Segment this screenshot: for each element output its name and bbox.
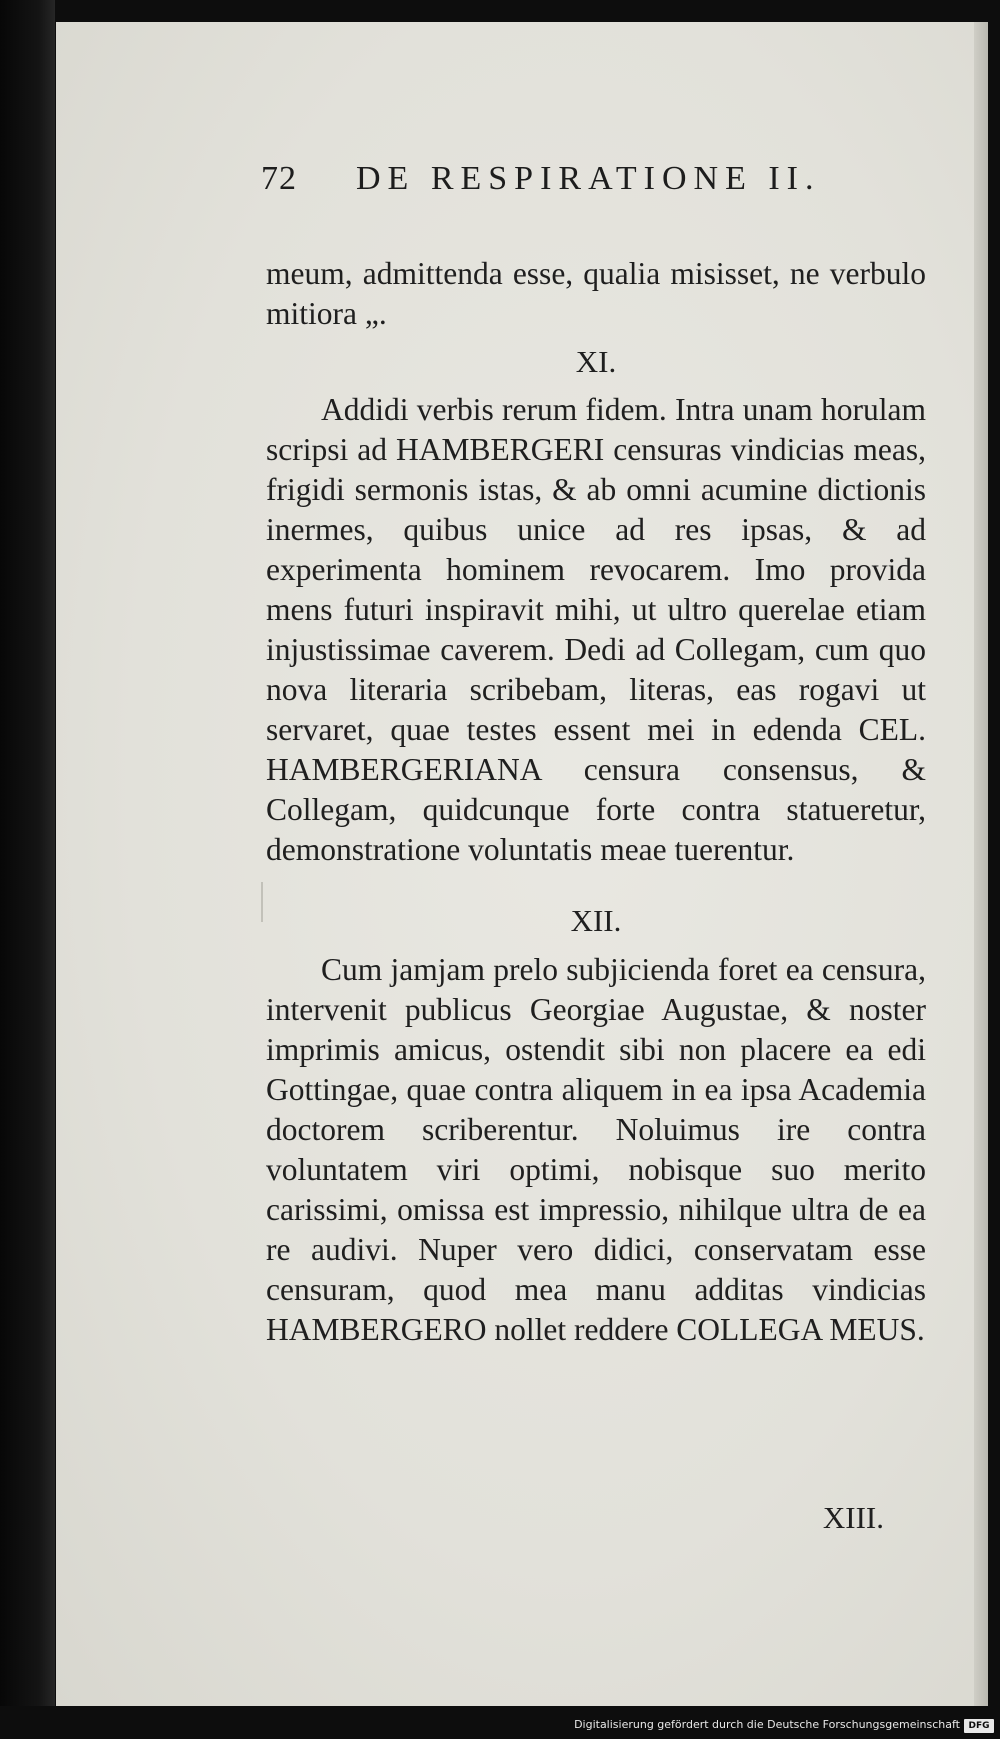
section-xi-paragraph: Addidi verbis rerum fidem. Intra unam horulam scripsi ad HAMBERGERI censuras vindicias meas, frigidi sermonis istas, & ab omni acumine dictionis inermes, quibus unice ad res ipsas, & ad experimenta hominem revocarem. Imo provida mens futuri inspiravit mihi, ut ultro querelae etiam injustissimae caverem. Dedi ad Collegam, cum quo nova literaria scribebam, literas, eas rogavi ut servaret, quae testes essent mei in edenda CEL. HAMBERGERIANA censura consensus, & Collegam, quidcunque forte contra statueretur, demonstratione voluntatis meae tuerentur.	[266, 392, 926, 867]
page-edge	[974, 22, 988, 1706]
opening-paragraph: meum, admittenda esse, qualia misisset, ne verbulo mitiora „.	[266, 256, 926, 331]
section-heading-xi: XI.	[575, 344, 617, 379]
margin-mark	[261, 882, 263, 922]
running-head	[261, 160, 941, 220]
footer-bar	[0, 1706, 1000, 1739]
section-xii-paragraph: Cum jamjam prelo subjicienda foret ea censura, intervenit publicus Georgiae Augustae, & noster imprimis amicus, ostendit sibi non placere ea edi Gottingae, quae contra aliquem in ea ipsa Academia doctorem scriberentur. Noluimus ire contra voluntatem viri optimi, nobisque suo merito carissimi, omissa est impressio, nihilque ultra de ea re audivi. Nuper vero didici, conservatam esse censuram, quod mea manu additas vindicias HAMBERGERO nollet reddere COLLEGA MEUS.	[266, 952, 926, 1347]
dfg-logo: DFG	[964, 1719, 994, 1733]
page-number: 72	[261, 160, 297, 197]
section-heading-xii: XII.	[570, 903, 622, 938]
running-head-title: DE RESPIRATIONE II.	[356, 160, 821, 197]
scan-background-left	[0, 0, 55, 1739]
catchword: XIII.	[822, 1500, 884, 1535]
digitization-credit: Digitalisierung gefördert durch die Deutsche Forschungsgemeinschaft	[574, 1718, 960, 1731]
book-page	[56, 22, 988, 1706]
text-block	[266, 254, 926, 1350]
